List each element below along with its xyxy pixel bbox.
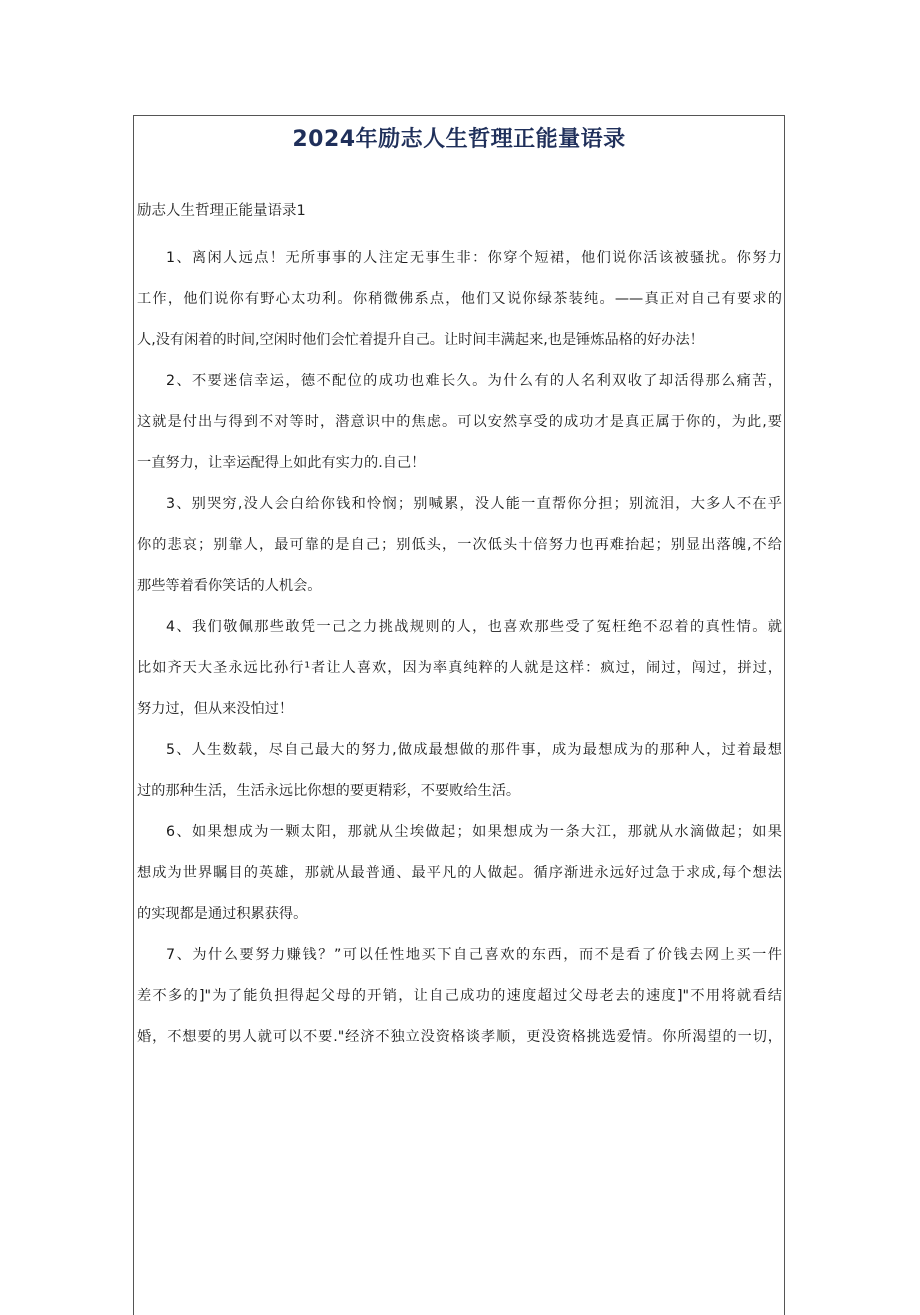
paragraph-2 bbox=[137, 367, 782, 477]
paragraph-line: 努力过，但从来没怕过！ bbox=[137, 701, 294, 717]
paragraph-line: 6、如果想成为一颗太阳，那就从尘埃做起；如果想成为一条大江，那就从水滴做起；如果 bbox=[166, 824, 782, 840]
paragraph-line: 这就是付出与得到不对等时，潜意识中的焦虑。可以安然享受的成功才是真正属于你的，为此,要 bbox=[137, 414, 782, 430]
paragraph-line: 那些等着看你笑话的人机会。 bbox=[137, 578, 322, 594]
paragraph-line: 4、我们敬佩那些敢凭一己之力挑战规则的人，也喜欢那些受了冤枉绝不忍着的真性情。就 bbox=[166, 619, 782, 635]
paragraph-7 bbox=[137, 941, 782, 1051]
paragraph-line: 婚，不想要的男人就可以不要."经济不独立没资格谈孝顺，更没资格挑选爱情。你所渴望的一切， bbox=[137, 1029, 782, 1045]
paragraph-line: 工作，他们说你有野心太功利。你稍微佛系点，他们又说你绿茶装纯。——真正对自己有要求的 bbox=[137, 291, 782, 307]
paragraph-line: 一直努力，让幸运配得上如此有实力的.自己！ bbox=[137, 455, 426, 471]
paragraph-line: 比如齐天大圣永远比孙行¹者让人喜欢，因为率真纯粹的人就是这样：疯过，闹过，闯过，拼过， bbox=[137, 660, 782, 676]
paragraph-line: 差不多的]"为了能负担得起父母的开销，让自己成功的速度超过父母老去的速度]"不用将就看结 bbox=[137, 988, 782, 1004]
paragraph-line: 1、离闲人远点！无所事事的人注定无事生非：你穿个短裙，他们说你活该被骚扰。你努力 bbox=[166, 250, 782, 266]
section-heading: 励志人生哲理正能量语录1 bbox=[137, 203, 306, 219]
paragraph-line: 你的悲哀；别靠人，最可靠的是自己；别低头，一次低头十倍努力也再难抬起；别显出落魄,不给 bbox=[137, 537, 782, 553]
paragraph-line: 人,没有闲着的时间,空闲时他们会忙着提升自己。让时间丰满起来,也是锤炼品格的好办法！ bbox=[137, 332, 704, 348]
paragraph-line: 3、别哭穷,没人会白给你钱和怜悯；别喊累，没人能一直帮你分担；别流泪，大多人不在乎 bbox=[166, 496, 782, 512]
paragraph-4 bbox=[137, 613, 782, 723]
paragraph-5 bbox=[137, 736, 782, 805]
paragraph-6 bbox=[137, 818, 782, 928]
paragraph-line: 过的那种生活，生活永远比你想的要更精彩，不要败给生活。 bbox=[137, 783, 521, 799]
document-body bbox=[137, 244, 782, 1064]
paragraph-line: 7、为什么要努力赚钱？”可以任性地买下自己喜欢的东西，而不是看了价钱去网上买一件 bbox=[166, 947, 782, 963]
paragraph-3 bbox=[137, 490, 782, 600]
paragraph-1 bbox=[137, 244, 782, 354]
document-title: 2024年励志人生哲理正能量语录 bbox=[292, 127, 626, 152]
paragraph-line: 的实现都是通过积累获得。 bbox=[137, 906, 308, 922]
paragraph-line: 5、人生数载，尽自己最大的努力,做成最想做的那件事，成为最想成为的那种人，过着最想 bbox=[166, 742, 782, 758]
paragraph-line: 2、不要迷信幸运，德不配位的成功也难长久。为什么有的人名利双收了却活得那么痛苦， bbox=[166, 373, 782, 389]
paragraph-line: 想成为世界瞩目的英雄，那就从最普通、最平凡的人做起。循序渐进永远好过急于求成,每个想法 bbox=[137, 865, 782, 881]
